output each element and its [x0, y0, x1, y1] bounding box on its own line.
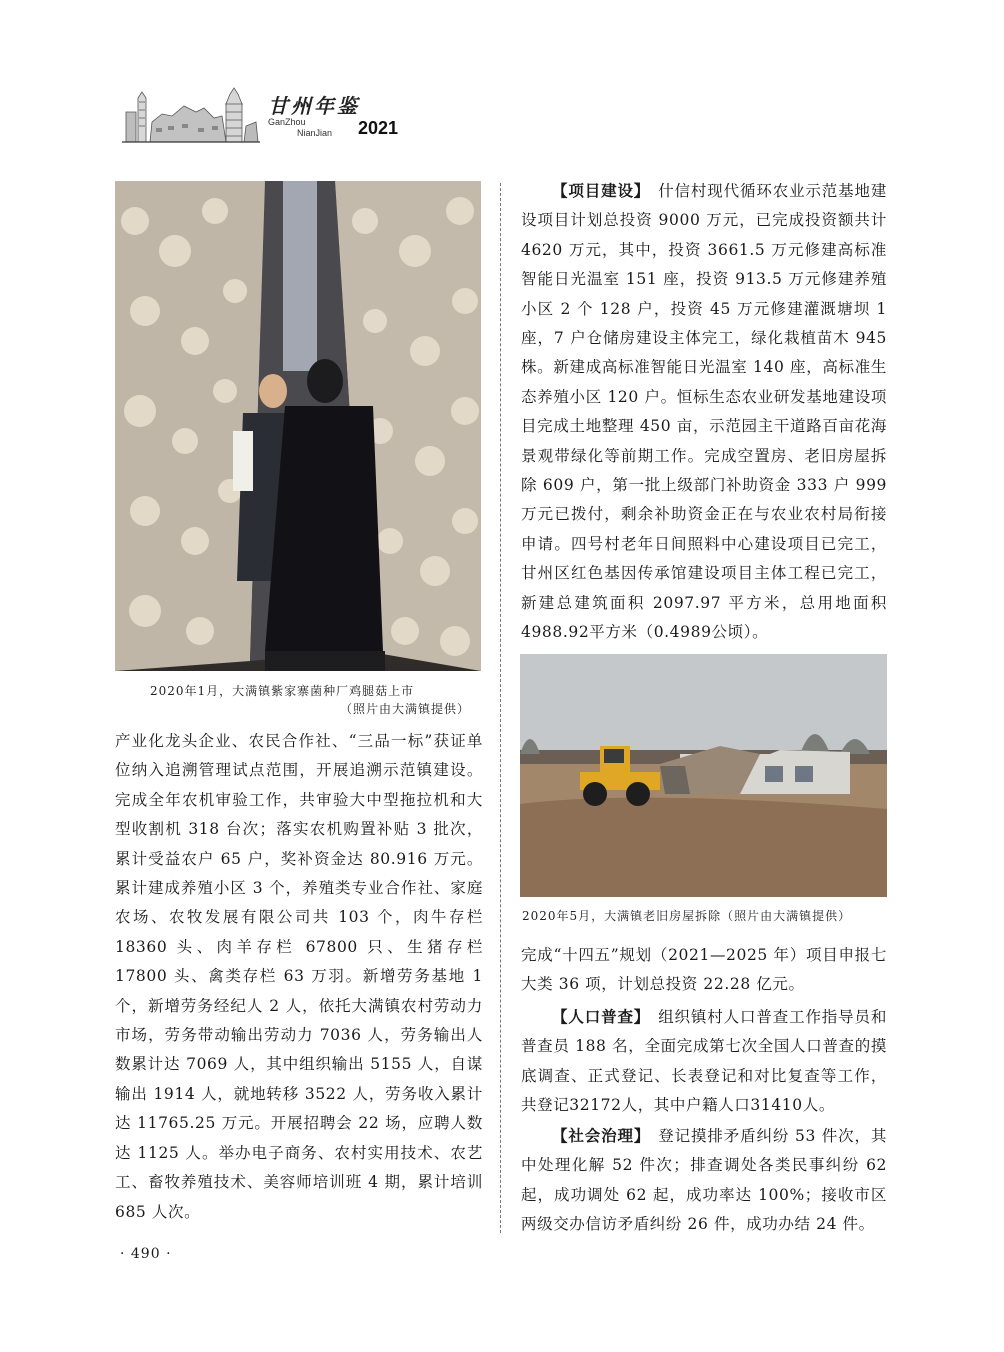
- column-divider: [500, 183, 501, 1233]
- figure-1-credit: （照片由大满镇提供）: [340, 702, 471, 716]
- section-project-construction: [521, 177, 887, 648]
- pagoda-skyline-icon: [122, 82, 260, 144]
- figure-1-caption: 2020年1月，大满镇紫家寨菌种厂鸡腿菇上市: [150, 684, 415, 698]
- section-social-governance: [521, 1122, 887, 1240]
- mushroom-farm-photo: [115, 181, 481, 671]
- section-text-governance: 登记摸排矛盾纠纷 53 件次，其中处理化解 52 件次；排查调处各类民事纠纷 62 起，成功调处 62 起，成功率达 100%；接收市区两级交办信访矛盾纠纷 26 件，成功办结 24 件。: [521, 1127, 887, 1234]
- yearbook-calligraphy-title: 甘州年鉴: [268, 94, 360, 118]
- page-number: · 490 ·: [120, 1246, 172, 1262]
- yearbook-pinyin-2: NianJian: [297, 128, 333, 138]
- section-text-project: 什信村现代循环农业示范基地建设项目计划总投资 9000 万元，已完成投资额共计 4620 万元，其中，投资 3661.5 万元修建高标准智能日光温室 151 座，投资 913.5 万元修建养殖小区 2 个 128 户，投资 45 万元修建灌溉塘坝 1 座，7 户仓储房建设主体完工，绿化栽植苗木 945 株。新建成高标准智能日光温室 140 座，高标准生态养殖小区 120 户。恒标生态农业研发基地建设项目完成土地整理 450 亩，示范园主干道路百亩花海景观带绿化等前期工作。完成空置房、老旧房屋拆除 609 户，第一批上级部门补助资金 333 户 999 万元已拨付，剩余补助资金正在与农业农村局衔接申请。四号村老年日间照料中心建设项目已完工，甘州区红色基因传承馆建设项目主体工程已完工，新建总建筑面积 2097.97 平方米，总用地面积4988.92平方米（0.4989公顷）。: [521, 182, 887, 642]
- section-heading-project: 【项目建设】: [552, 182, 651, 200]
- house-demolition-photo: [520, 654, 887, 897]
- section-heading-census: 【人口普查】: [552, 1008, 651, 1026]
- section-text-census: 组织镇村人口普查工作指导员和普查员 188 名，全面完成第七次全国人口普查的摸底调查、正式登记、长表登记和对比复查等工作，共登记32172人，其中户籍人口31410人。: [521, 1008, 887, 1115]
- section-population-census: [521, 1003, 887, 1121]
- figure-2-caption: 2020年5月，大满镇老旧房屋拆除（照片由大满镇提供）: [522, 909, 852, 923]
- yearbook-year: 2021: [358, 118, 399, 138]
- left-column-text: 产业化龙头企业、农民合作社、“三品一标”获证单位纳入追溯管理试点范围，开展追溯示范镇建设。完成全年农机审验工作，共审验大中型拖拉机和大型收割机 318 台次；落实农机购置补贴 3 批次，累计受益农户 65 户，奖补资金达 80.916 万元。累计建成养殖小区 3 个，养殖类专业合作社、家庭农场、农牧发展有限公司共 103 个，肉牛存栏 18360 头、肉羊存栏 67800 只、生猪存栏 17800 头、禽类存栏 63 万羽。新增劳务基地 1 个，新增劳务经纪人 2 人，依托大满镇农村劳动力市场，劳务带动输出劳动力 7036 人，劳务输出人数累计达 7069 人，其中组织输出 5155 人，自谋输出 1914 人，就地转移 3522 人，劳务收入累计达 11765.25 万元。开展招聘会 22 场，应聘人数达 1125 人。举办电子商务、农村实用技术、农艺工、畜牧养殖技术、美容师培训班 4 期，累计培训 685 人次。: [115, 732, 483, 1221]
- yearbook-pinyin-1: GanZhou: [268, 117, 306, 127]
- page-header: [122, 82, 422, 144]
- section-heading-governance: 【社会治理】: [552, 1127, 651, 1145]
- continued-paragraph: 完成“十四五”规划（2021—2025 年）项目申报七大类 36 项，计划总投资 22.28 亿元。: [521, 946, 887, 994]
